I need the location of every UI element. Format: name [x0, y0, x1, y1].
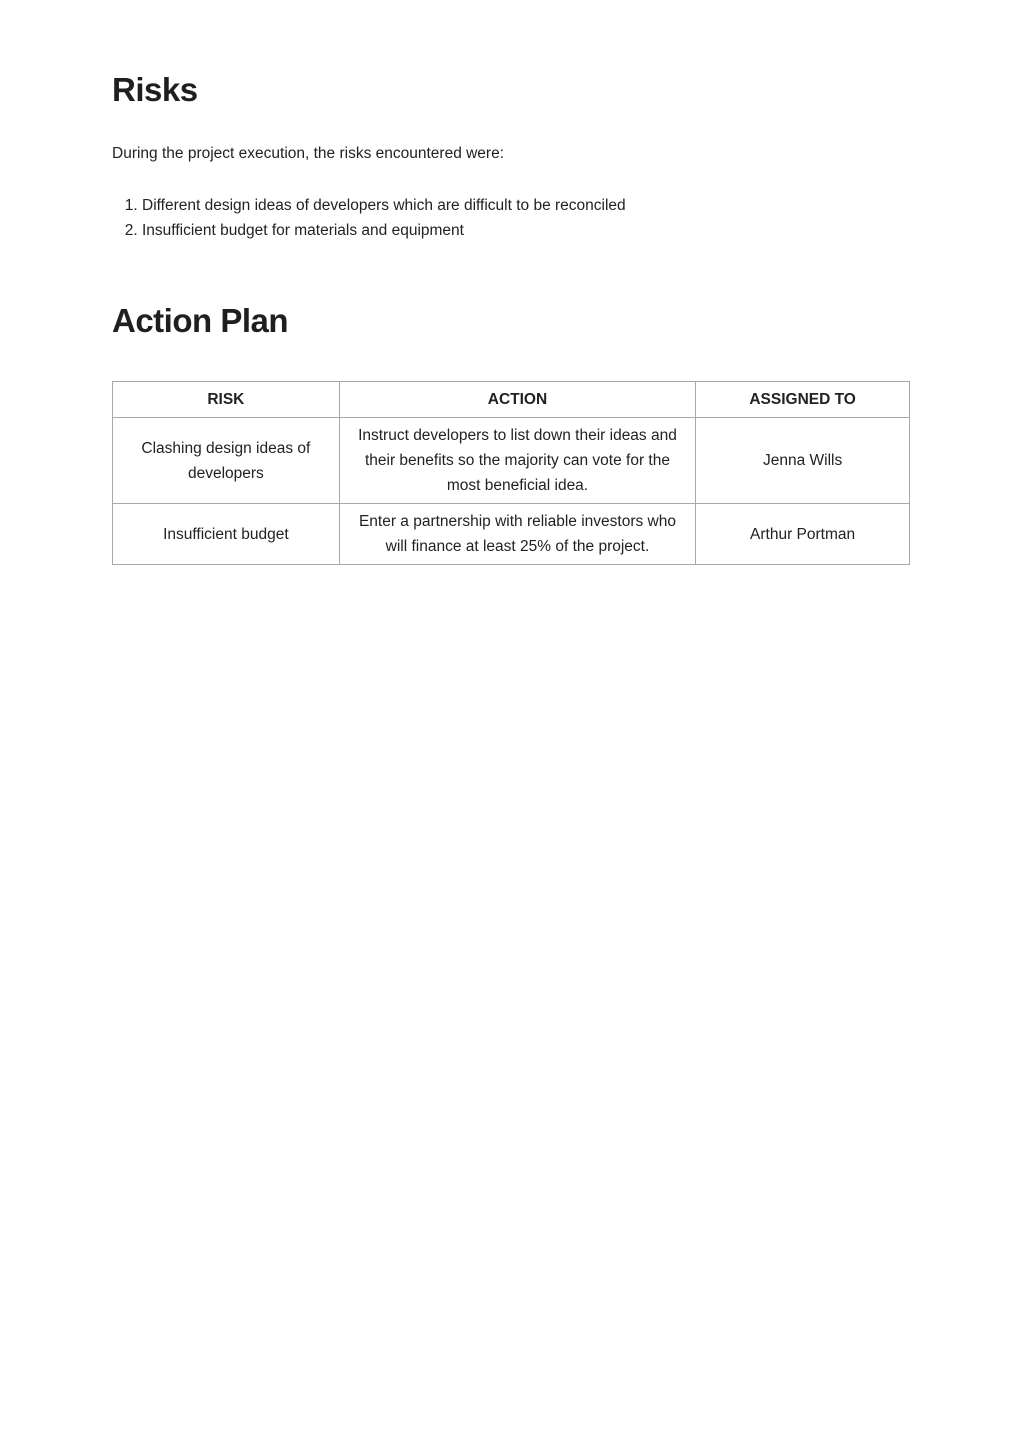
- column-header-action: ACTION: [339, 382, 695, 418]
- cell-assigned-to: Jenna Wills: [696, 418, 910, 504]
- column-header-risk: RISK: [113, 382, 340, 418]
- list-item: 1. Different design ideas of developers which are difficult to be reconciled: [142, 193, 910, 218]
- cell-assigned-to: Arthur Portman: [696, 504, 910, 565]
- table-row: [113, 504, 910, 565]
- list-item: 2. Insufficient budget for materials and equipment: [142, 218, 910, 243]
- action-plan-heading: Action Plan: [112, 302, 289, 339]
- table-row: [113, 418, 910, 504]
- cell-risk: Clashing design ideas of developers: [113, 418, 340, 504]
- cell-action: Enter a partnership with reliable investors who will finance at least 25% of the project.: [339, 504, 695, 565]
- column-header-assigned-to: ASSIGNED TO: [696, 382, 910, 418]
- cell-risk: Insufficient budget: [113, 504, 340, 565]
- risks-intro: During the project execution, the risks encountered were:: [112, 145, 505, 162]
- table-header-row: [113, 382, 910, 418]
- cell-action: Instruct developers to list down their ideas and their benefits so the majority can vote for the most beneficial idea.: [339, 418, 695, 504]
- action-plan-table: [112, 381, 910, 565]
- risks-list: [112, 193, 910, 243]
- risks-heading: Risks: [112, 71, 198, 108]
